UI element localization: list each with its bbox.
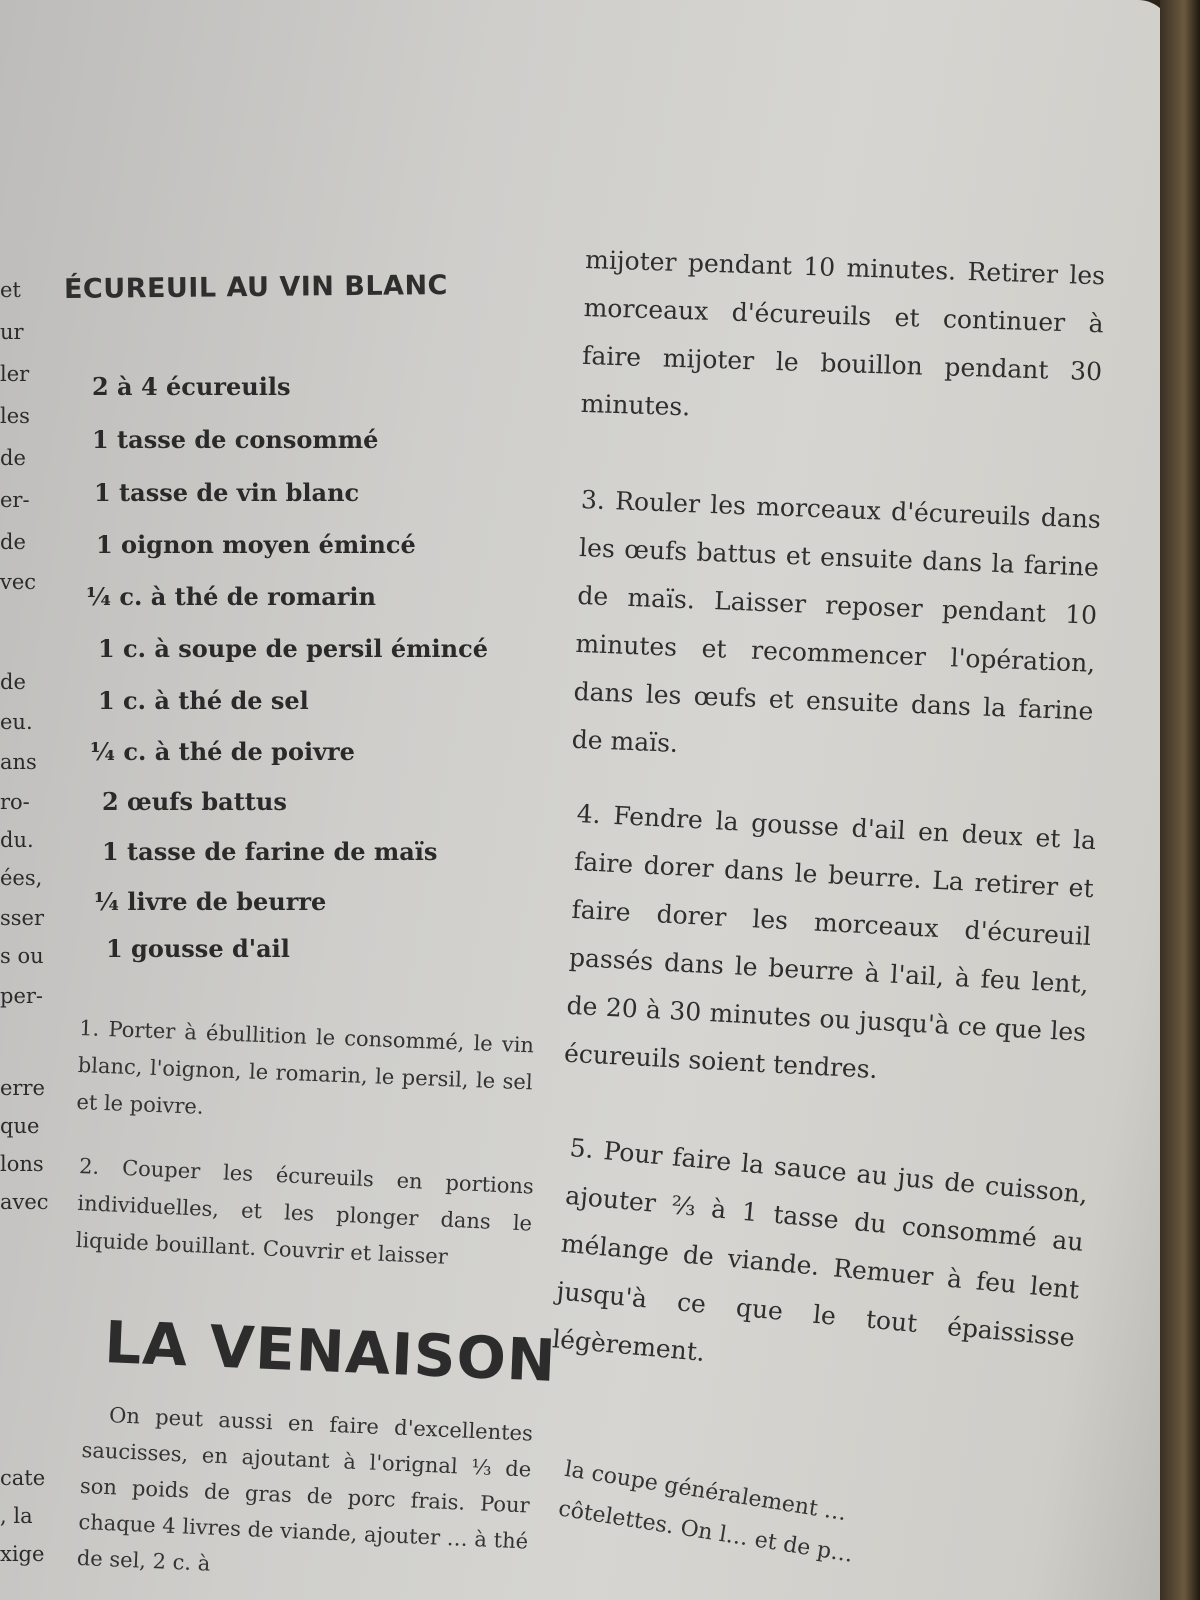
recipe-step-5: 5. Pour faire la sauce au jus de cuisson, ajouter ⅔ à 1 tasse du consommé au mélange de viande. Remuer à feu lent jusqu'à ce que le tout épaississe légèrement. [551, 1132, 1090, 1367]
ingredient-item: 1 tasse de consommé [92, 425, 379, 454]
margin-fragment: eu. [0, 710, 33, 734]
ingredient-item: ¼ c. à thé de poivre [90, 737, 355, 766]
ingredient-item: ¼ c. à thé de romarin [86, 582, 376, 611]
recipe-step-3: 3. Rouler les morceaux d'écureuils dans les œufs battus et ensuite dans la farine de maïs. Laisser reposer pendant 10 minutes et recommencer l'opération, dans les œufs et ensuite dans la farine de maïs. [571, 484, 1102, 758]
margin-fragment: avec [0, 1190, 49, 1214]
margin-fragment: les [0, 404, 30, 428]
margin-fragment: erre [0, 1076, 45, 1100]
margin-fragment: s ou [0, 944, 44, 968]
recipe-step-2: 2. Couper les écureuils en portions individuelles, et les plonger dans le liquide bouillant. Couvrir et laisser [75, 1153, 535, 1269]
left-column [60, 0, 560, 1600]
margin-fragment: vec [0, 570, 37, 594]
ingredient-item: 1 c. à thé de sel [98, 686, 309, 715]
margin-fragment: du. [0, 828, 34, 852]
margin-fragment: lons [0, 1152, 44, 1176]
recipe-step-4: 4. Fendre la gousse d'ail en deux et la faire dorer dans le beurre. La retirer et faire dorer les morceaux d'écureuil passés dans le beurre à l'ail, à feu lent, de 20 à 30 minutes ou jusqu'à ce que les écureuils soient tendres. [563, 798, 1097, 1085]
ingredient-item: 2 à 4 écureuils [92, 372, 291, 401]
margin-fragment: cate [0, 1466, 46, 1490]
ingredient-item: ¼ livre de beurre [94, 887, 327, 916]
ingredient-item: 1 c. à soupe de persil émincé [98, 634, 488, 663]
margin-fragment: per- [0, 984, 44, 1008]
margin-fragment: de [0, 670, 26, 694]
margin-fragment: , la [0, 1504, 33, 1528]
recipe-step-2-continued: mijoter pendant 10 minutes. Retirer les morceaux d'écureuils et continuer à faire mijoter le bouillon pendant 30 minutes. [580, 244, 1106, 422]
margin-fragment: ées, [0, 866, 43, 890]
margin-fragment: ans [0, 750, 37, 774]
margin-fragment: et [0, 278, 21, 302]
venaison-intro: On peut aussi en faire d'excellentes saucisses, en ajoutant à l'orignal ⅓ de son poids de gras de porc frais. Pour chaque 4 livres de viande, ajouter … à thé de sel, 2 c. à [76, 1403, 534, 1576]
left-margin-fragments [0, 0, 60, 1600]
margin-fragment: ler [0, 362, 30, 386]
ingredient-item: 1 tasse de vin blanc [94, 478, 360, 507]
ingredient-item: 1 oignon moyen émincé [96, 530, 416, 559]
ingredient-item: 1 gousse d'ail [106, 934, 290, 963]
margin-fragment: ur [0, 320, 24, 344]
margin-fragment: er- [0, 488, 30, 512]
right-column [551, 0, 1108, 1600]
recipe-step-1: 1. Porter à ébullition le consommé, le vin blanc, l'oignon, le romarin, le persil, le sel et le poivre. [76, 1015, 535, 1119]
margin-fragment: sser [0, 906, 45, 930]
margin-fragment: que [0, 1114, 40, 1138]
venaison-continuation: la coupe généralement … côtelettes. On l… et de p… [556, 1456, 855, 1568]
margin-fragment: ro- [0, 790, 30, 814]
margin-fragment: de [0, 446, 26, 470]
section-title: LA VENAISON [103, 1308, 558, 1395]
margin-fragment: de [0, 530, 26, 554]
margin-fragment: xige [0, 1542, 45, 1566]
ingredient-item: 2 œufs battus [102, 787, 287, 816]
ingredient-item: 1 tasse de farine de maïs [102, 837, 438, 866]
book-edge [1160, 0, 1200, 1600]
recipe-title: ÉCUREUIL AU VIN BLANC [63, 269, 449, 306]
